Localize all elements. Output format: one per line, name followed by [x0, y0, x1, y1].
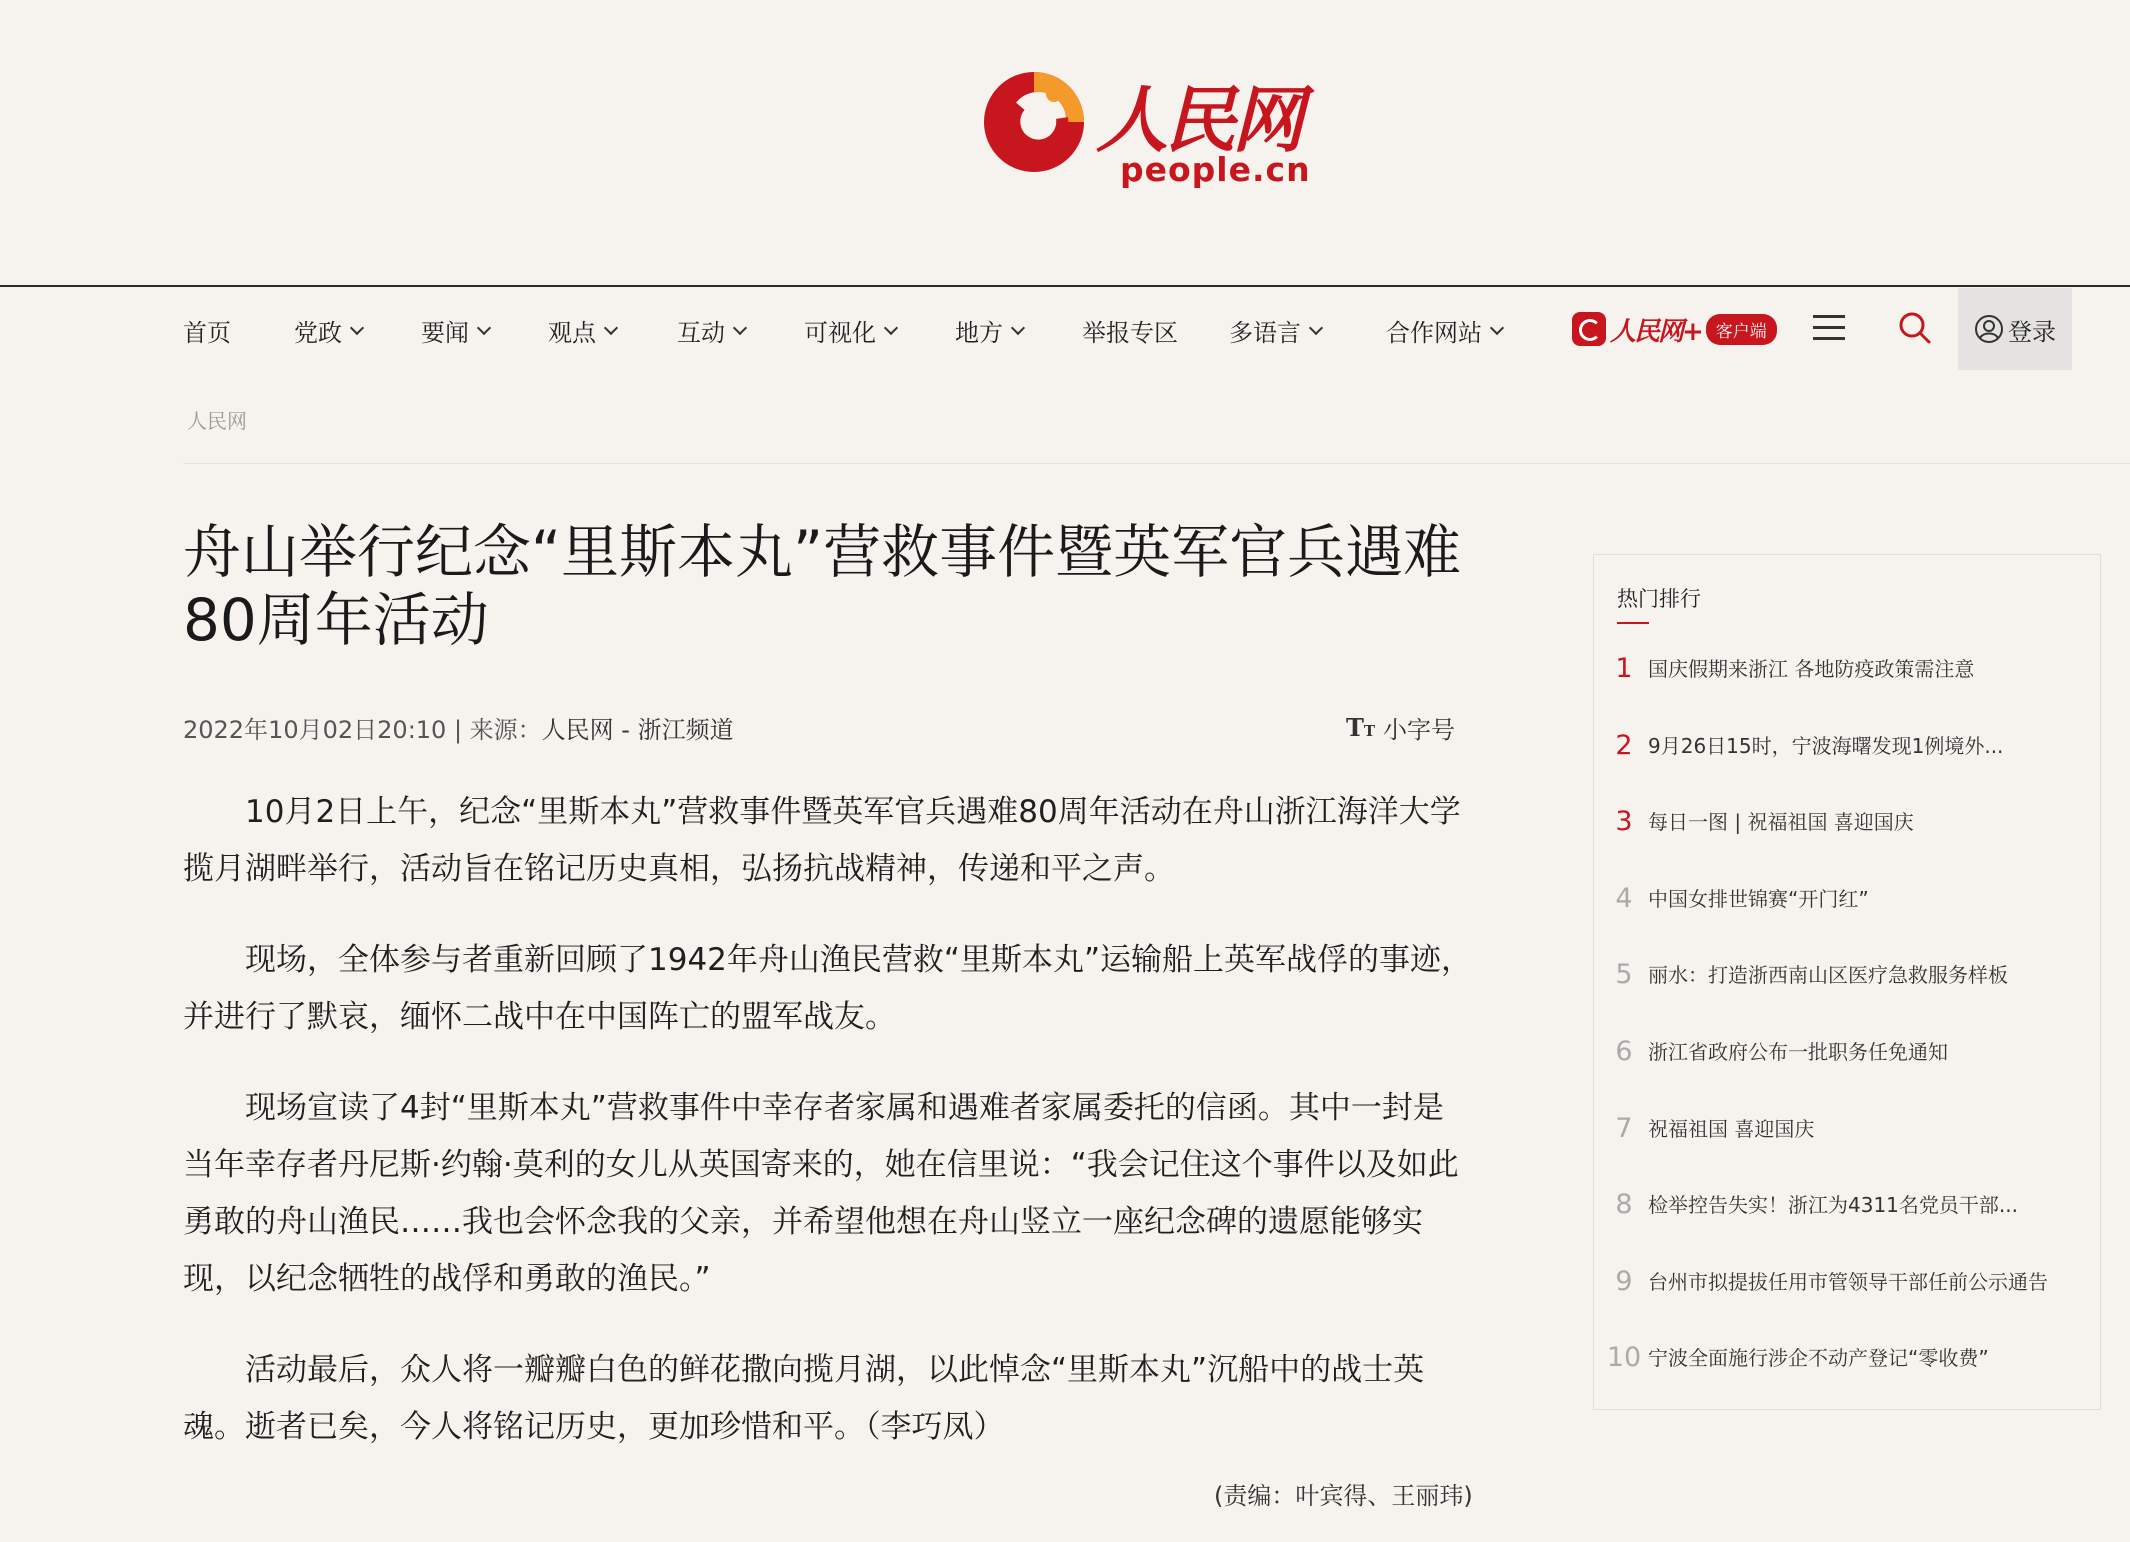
rank-number: 9 [1615, 1265, 1633, 1297]
article-paragraph: 10月2日上午，纪念“里斯本丸”营救事件暨英军官兵遇难80周年活动在舟山浙江海洋大学揽月湖畔举行，活动旨在铭记历史真相，弘扬抗战精神，传递和平之声。 [183, 794, 1461, 887]
article-paragraph: 现场，全体参与者重新回顾了1942年舟山渔民营救“里斯本丸”运输船上英军战俘的事迹，并进行了默哀，缅怀二战中在中国阵亡的盟军战友。 [183, 942, 1473, 1035]
rank-number: 3 [1615, 806, 1633, 838]
app-logo-icon [1572, 312, 1606, 346]
nav-item-news[interactable] [421, 313, 489, 348]
nav-label: 可视化 [804, 319, 876, 347]
menu-icon[interactable] [1813, 315, 1845, 343]
breadcrumb-divider [183, 463, 2130, 464]
article-title: 舟山举行纪念“里斯本丸”营救事件暨英军官兵遇难80周年活动 [183, 518, 1462, 654]
ranking-item[interactable] [1594, 728, 2100, 805]
rank-number: 4 [1615, 882, 1633, 914]
ranking-link[interactable]: 9月26日15时，宁波海曙发现1例境外... [1648, 733, 2004, 758]
ranking-item[interactable] [1594, 1034, 2100, 1111]
text-size-icon: TT [1346, 713, 1376, 742]
rank-number: 7 [1615, 1112, 1633, 1144]
article-paragraph: 现场宣读了4封“里斯本丸”营救事件中幸存者家属和遇难者家属委托的信函。其中一封是当年幸存者丹尼斯·约翰·莫利的女儿从英国寄来的，她在信里说：“我会记住这个事件以及如此勇敢的舟山渔民……我也会怀念我的父亲，并希望他想在舟山竖立一座纪念碑的遗愿能够实现，以纪念牺牲的战俘和勇敢的渔民。” [183, 1090, 1459, 1297]
article-source-link[interactable]: 人民网 - 浙江频道 [541, 716, 734, 744]
chevron-down-icon [1490, 320, 1504, 334]
chevron-down-icon [733, 320, 747, 334]
user-icon [1974, 314, 2004, 344]
main-nav [0, 287, 2130, 371]
font-size-toggle[interactable] [1346, 710, 1455, 745]
ranking-item[interactable] [1594, 1111, 2100, 1188]
nav-label: 多语言 [1229, 319, 1301, 347]
nav-item-home[interactable] [183, 313, 231, 348]
nav-item-opinion[interactable] [548, 313, 616, 348]
source-label: 来源： [469, 716, 542, 744]
sidebar-title: 热门排行 [1617, 587, 1701, 611]
nav-item-languages[interactable] [1229, 313, 1321, 348]
rank-number: 10 [1606, 1342, 1642, 1374]
rank-number: 8 [1615, 1189, 1633, 1221]
ranking-list [1594, 651, 2100, 1417]
article-body [183, 784, 1473, 1490]
nav-label: 合作网站 [1386, 319, 1482, 347]
meta-separator: | [446, 716, 470, 744]
nav-item-local[interactable] [955, 313, 1023, 348]
chevron-down-icon [1011, 320, 1025, 334]
chevron-down-icon [604, 320, 618, 334]
rank-number: 1 [1615, 653, 1633, 684]
ranking-link[interactable]: 丽水：打造浙西南山区医疗急救服务样板 [1648, 963, 2008, 988]
app-name: 人民网+ [1610, 316, 1702, 347]
ranking-item[interactable] [1594, 957, 2100, 1034]
ranking-item[interactable] [1594, 1264, 2100, 1341]
hot-ranking-panel [1593, 554, 2101, 1410]
font-size-label: 小字号 [1383, 716, 1456, 744]
logo-text-en: people.cn [1120, 150, 1311, 189]
breadcrumb[interactable]: 人民网 [187, 409, 247, 433]
logo-emblem-icon [980, 68, 1088, 176]
chevron-down-icon [884, 320, 898, 334]
app-download-badge[interactable] [1572, 309, 1777, 349]
rank-number: 5 [1615, 959, 1633, 991]
nav-item-partners[interactable] [1386, 313, 1502, 348]
nav-label: 党政 [294, 319, 342, 347]
article-datetime: 2022年10月02日20:10 [183, 716, 447, 744]
rank-number: 2 [1615, 729, 1633, 761]
nav-label: 要闻 [421, 319, 469, 347]
ranking-link[interactable]: 国庆假期来浙江 各地防疫政策需注意 [1648, 657, 1975, 681]
logo-text-cn: 人民网 [1096, 77, 1301, 162]
ranking-item[interactable] [1594, 1187, 2100, 1264]
article-editor: (责编：叶宾得、王丽玮) [1214, 1482, 1473, 1510]
ranking-link[interactable]: 检举控告失实！浙江为4311名党员干部... [1648, 1193, 2018, 1218]
nav-label: 观点 [548, 319, 596, 347]
chevron-down-icon [1309, 320, 1323, 334]
nav-item-report[interactable] [1082, 313, 1178, 348]
ranking-item[interactable] [1594, 881, 2100, 958]
app-pill: 客户端 [1706, 314, 1777, 345]
chevron-down-icon [350, 320, 364, 334]
login-label: 登录 [2008, 317, 2056, 346]
nav-label: 举报专区 [1082, 319, 1178, 347]
nav-label: 互动 [677, 319, 725, 347]
ranking-link[interactable]: 每日一图 | 祝福祖国 喜迎国庆 [1648, 810, 1914, 835]
nav-item-party[interactable] [294, 313, 362, 348]
nav-label: 地方 [955, 319, 1003, 347]
nav-item-interact[interactable] [677, 313, 745, 348]
ranking-link[interactable]: 中国女排世锦赛“开门红” [1648, 886, 1869, 911]
ranking-item[interactable] [1594, 1340, 2100, 1417]
nav-item-visual[interactable] [804, 313, 896, 348]
login-button[interactable] [1958, 288, 2072, 370]
ranking-link[interactable]: 台州市拟提拔任用市管领导干部任前公示通告 [1648, 1269, 2048, 1294]
ranking-item[interactable] [1594, 651, 2100, 728]
article-paragraph: 活动最后，众人将一瓣瓣白色的鲜花撒向揽月湖，以此悼念“里斯本丸”沉船中的战士英魂。逝者已矣，今人将铭记历史，更加珍惜和平。（李巧凤） [183, 1352, 1425, 1445]
rank-number: 6 [1615, 1035, 1633, 1067]
ranking-link[interactable]: 浙江省政府公布一批职务任免通知 [1648, 1039, 1948, 1064]
ranking-link[interactable]: 宁波全面施行涉企不动产登记“零收费” [1648, 1346, 1989, 1371]
site-logo[interactable] [980, 62, 1310, 192]
ranking-link[interactable]: 祝福祖国 喜迎国庆 [1648, 1116, 1815, 1141]
nav-label: 首页 [183, 319, 231, 347]
ranking-item[interactable] [1594, 804, 2100, 881]
search-icon[interactable] [1898, 311, 1932, 345]
article-meta [183, 710, 734, 745]
sidebar-title-underline [1617, 622, 1649, 624]
chevron-down-icon [477, 320, 491, 334]
